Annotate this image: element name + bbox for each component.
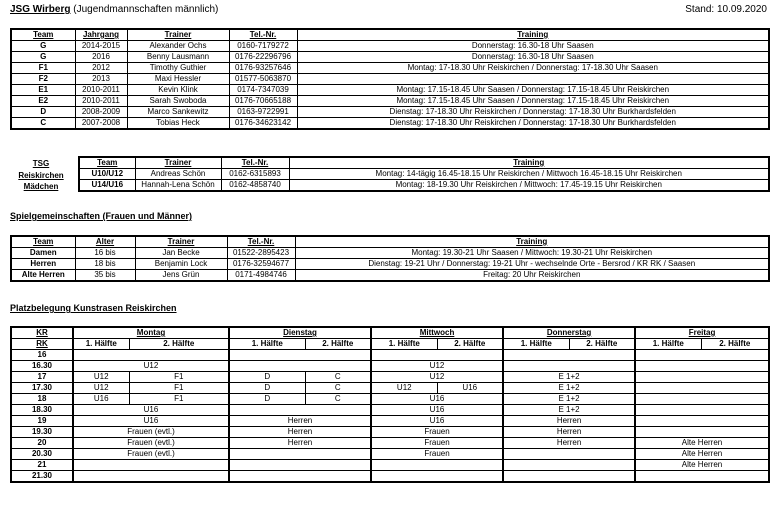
col-training: Training	[297, 29, 769, 41]
time-row	[11, 471, 769, 483]
slot-mi	[371, 460, 503, 471]
time-cell: 17.30	[11, 383, 73, 394]
training-cell: Donnerstag: 16.30-18 Uhr Saasen	[297, 41, 769, 52]
team-cell: C	[11, 118, 75, 130]
training-cell: Montag: 14-tägig 16.45-18.15 Uhr Reiskirchen / Mittwoch 16.45-18.15 Uhr Reiskirchen	[289, 169, 769, 180]
slot-di	[229, 361, 371, 372]
table-row	[79, 180, 769, 192]
slot-mo-half1: U12	[73, 372, 129, 383]
slot-mo-half2: F1	[129, 383, 229, 394]
col-tel: Tel.-Nr.	[229, 29, 297, 41]
time-row	[11, 427, 769, 438]
day-dienstag: Dienstag	[229, 327, 371, 339]
team-cell: G	[11, 41, 75, 52]
time-row	[11, 383, 769, 394]
tel-cell: 0176-93257646	[229, 63, 297, 74]
slot-di-half2: C	[305, 372, 371, 383]
time-cell: 21	[11, 460, 73, 471]
tsg-maedchen-label: Mädchen	[23, 182, 59, 191]
half-1-label: 1. Hälfte	[503, 339, 569, 350]
day-freitag: Freitag	[635, 327, 769, 339]
col-trainer: Trainer	[135, 236, 227, 248]
team-cell: F2	[11, 74, 75, 85]
team-cell: U14/U16	[79, 180, 135, 192]
slot-fr: Alte Herren	[635, 460, 769, 471]
slot-di	[229, 405, 371, 416]
slot-fr	[635, 361, 769, 372]
slot-mo-half2: F1	[129, 394, 229, 405]
table-header-row	[11, 29, 769, 41]
slot-do: E 1+2	[503, 405, 635, 416]
training-cell: Dienstag: 19-21 Uhr / Donnerstag: 19-21 Uhr - wechselnde Orte - Bersrod / KR RK / Saasen	[295, 259, 769, 270]
spielgemeinschaften-table	[10, 235, 770, 282]
training-cell: Montag: 18-19.30 Uhr Reiskirchen / Mittwoch: 17.45-19.15 Uhr Reiskirchen	[289, 180, 769, 192]
time-cell: 16	[11, 350, 73, 361]
half-1-label: 1. Hälfte	[371, 339, 437, 350]
jahrgang-cell: 2013	[75, 74, 127, 85]
trainer-cell: Benny Lausmann	[127, 52, 229, 63]
time-cell: 19	[11, 416, 73, 427]
tel-cell: 0174-7347039	[229, 85, 297, 96]
alter-cell: 35 bis	[75, 270, 135, 282]
slot-di: Herren	[229, 438, 371, 449]
tel-cell: 01577-5063870	[229, 74, 297, 85]
table-header-row	[11, 236, 769, 248]
tel-cell: 0163-9722991	[229, 107, 297, 118]
rk-label: RK	[11, 339, 73, 350]
team-cell: Herren	[11, 259, 75, 270]
slot-do	[503, 460, 635, 471]
jahrgang-cell: 2012	[75, 63, 127, 74]
table-row	[11, 259, 769, 270]
team-cell: E2	[11, 96, 75, 107]
trainer-cell: Jens Grün	[135, 270, 227, 282]
half-2-label: 2. Hälfte	[569, 339, 635, 350]
slot-do: Herren	[503, 427, 635, 438]
col-trainer: Trainer	[135, 157, 221, 169]
team-cell: F1	[11, 63, 75, 74]
time-cell: 19.30	[11, 427, 73, 438]
time-row	[11, 449, 769, 460]
kr-label: KR	[11, 327, 73, 339]
training-cell: Montag: 19.30-21 Uhr Saasen / Mittwoch: 19.30-21 Uhr Reiskirchen	[295, 248, 769, 259]
trainer-cell: Alexander Ochs	[127, 41, 229, 52]
training-cell: Dienstag: 17-18.30 Uhr Reiskirchen / Donnerstag: 17-18.30 Uhr Burkhardsfelden	[297, 118, 769, 130]
slot-di-half1: D	[229, 394, 305, 405]
slot-di	[229, 350, 371, 361]
slot-do: Herren	[503, 438, 635, 449]
trainer-cell: Marco Sankewitz	[127, 107, 229, 118]
col-training: Training	[295, 236, 769, 248]
table-row	[11, 107, 769, 118]
col-team: Team	[79, 157, 135, 169]
col-alter: Alter	[75, 236, 135, 248]
training-cell: Montag: 17.15-18.45 Uhr Saasen / Donnerstag: 17.15-18.45 Uhr Reiskirchen	[297, 85, 769, 96]
tel-cell: 0176-34623142	[229, 118, 297, 130]
slot-di: Herren	[229, 427, 371, 438]
table-row	[11, 85, 769, 96]
day-mittwoch: Mittwoch	[371, 327, 503, 339]
slot-fr	[635, 427, 769, 438]
trainer-cell: Hannah-Lena Schön	[135, 180, 221, 192]
table-row	[11, 41, 769, 52]
slot-do	[503, 449, 635, 460]
slot-di-half2: C	[305, 383, 371, 394]
tel-cell: 0176-22296796	[229, 52, 297, 63]
slot-mi-half2: U16	[437, 383, 503, 394]
training-cell: Donnerstag: 16.30-18 Uhr Saasen	[297, 52, 769, 63]
slot-do	[503, 471, 635, 483]
col-tel: Tel.-Nr.	[221, 157, 289, 169]
time-cell: 18	[11, 394, 73, 405]
slot-mi	[371, 350, 503, 361]
tel-cell: 0162-6315893	[221, 169, 289, 180]
table-row	[11, 52, 769, 63]
time-cell: 21.30	[11, 471, 73, 483]
table-row	[11, 96, 769, 107]
time-cell: 20.30	[11, 449, 73, 460]
slot-fr	[635, 372, 769, 383]
club-name: JSG Wirberg	[10, 4, 71, 15]
jahrgang-cell: 2016	[75, 52, 127, 63]
trainer-cell: Timothy Guthier	[127, 63, 229, 74]
slot-mi: U12	[371, 372, 503, 383]
tsg-reiskirchen-label: Reiskirchen	[18, 170, 64, 180]
date-stamp: Stand: 10.09.2020	[685, 4, 767, 15]
slot-fr	[635, 350, 769, 361]
slot-fr: Alte Herren	[635, 449, 769, 460]
half-1-label: 1. Hälfte	[635, 339, 701, 350]
time-row	[11, 350, 769, 361]
slot-di: Herren	[229, 416, 371, 427]
tel-cell: 0171-4984746	[227, 270, 295, 282]
training-cell: Montag: 17.15-18.45 Uhr Saasen / Donnerstag: 17.15-18.45 Uhr Reiskirchen	[297, 96, 769, 107]
trainer-cell: Jan Becke	[135, 248, 227, 259]
time-cell: 18.30	[11, 405, 73, 416]
half-2-label: 2. Hälfte	[701, 339, 769, 350]
table-row	[11, 74, 769, 85]
jahrgang-cell: 2008-2009	[75, 107, 127, 118]
day-header-row	[11, 327, 769, 339]
slot-mi: Frauen	[371, 438, 503, 449]
day-donnerstag: Donnerstag	[503, 327, 635, 339]
slot-mo: U16	[73, 416, 229, 427]
half-header-row	[11, 339, 769, 350]
time-row	[11, 405, 769, 416]
trainer-cell: Kevin Klink	[127, 85, 229, 96]
col-trainer: Trainer	[127, 29, 229, 41]
slot-mo	[73, 471, 229, 483]
slot-do	[503, 361, 635, 372]
alter-cell: 16 bis	[75, 248, 135, 259]
page-title	[10, 4, 218, 15]
day-montag: Montag	[73, 327, 229, 339]
table-row	[11, 118, 769, 130]
slot-mi	[371, 471, 503, 483]
slot-mo	[73, 350, 229, 361]
jahrgang-cell: 2007-2008	[75, 118, 127, 130]
slot-mi-half1: U12	[371, 383, 437, 394]
section-spielgemeinschaften: Spielgemeinschaften (Frauen und Männer)	[10, 211, 193, 221]
time-row	[11, 394, 769, 405]
tsg-table	[78, 156, 770, 192]
slot-fr: Alte Herren	[635, 438, 769, 449]
club-subtitle: (Jugendmannschaften männlich)	[73, 4, 219, 15]
col-team: Team	[11, 29, 75, 41]
time-row	[11, 372, 769, 383]
section-platzbelegung: Platzbelegung Kunstrasen Reiskirchen	[10, 303, 177, 313]
slot-di-half1: D	[229, 372, 305, 383]
table-header-row	[79, 157, 769, 169]
col-training: Training	[289, 157, 769, 169]
team-cell: E1	[11, 85, 75, 96]
table-row	[11, 270, 769, 282]
alter-cell: 18 bis	[75, 259, 135, 270]
slot-do: E 1+2	[503, 372, 635, 383]
trainer-cell: Tobias Heck	[127, 118, 229, 130]
slot-mi: Frauen	[371, 427, 503, 438]
slot-mi: U16	[371, 416, 503, 427]
slot-di	[229, 460, 371, 471]
slot-fr	[635, 394, 769, 405]
time-row	[11, 460, 769, 471]
time-cell: 16.30	[11, 361, 73, 372]
slot-mo-half2: F1	[129, 372, 229, 383]
col-tel: Tel.-Nr.	[227, 236, 295, 248]
tel-cell: 0160-7179272	[229, 41, 297, 52]
tsg-side-label	[10, 158, 72, 193]
slot-mi: U16	[371, 394, 503, 405]
half-1-label: 1. Hälfte	[229, 339, 305, 350]
youth-teams-table	[10, 28, 770, 130]
slot-mo: U12	[73, 361, 229, 372]
training-cell: Montag: 17-18.30 Uhr Reiskirchen / Donnerstag: 17-18.30 Uhr Saasen	[297, 63, 769, 74]
slot-mo: Frauen (evtl.)	[73, 449, 229, 460]
tel-cell: 01522-2895423	[227, 248, 295, 259]
slot-do: E 1+2	[503, 383, 635, 394]
slot-mo-half1: U12	[73, 383, 129, 394]
tel-cell: 0176-32594677	[227, 259, 295, 270]
slot-di	[229, 471, 371, 483]
time-row	[11, 361, 769, 372]
slot-mi: Frauen	[371, 449, 503, 460]
col-team: Team	[11, 236, 75, 248]
trainer-cell: Benjamin Lock	[135, 259, 227, 270]
slot-fr	[635, 405, 769, 416]
slot-fr	[635, 416, 769, 427]
team-cell: U10/U12	[79, 169, 135, 180]
table-row	[11, 63, 769, 74]
slot-mi: U16	[371, 405, 503, 416]
tsg-label: TSG	[32, 159, 50, 168]
trainer-cell: Sarah Swoboda	[127, 96, 229, 107]
trainer-cell: Andreas Schön	[135, 169, 221, 180]
jahrgang-cell: 2010-2011	[75, 96, 127, 107]
slot-mo: Frauen (evtl.)	[73, 438, 229, 449]
training-cell: Dienstag: 17-18.30 Uhr Reiskirchen / Donnerstag: 17-18.30 Uhr Burkhardsfelden	[297, 107, 769, 118]
training-cell	[297, 74, 769, 85]
team-cell: G	[11, 52, 75, 63]
table-row	[11, 248, 769, 259]
half-2-label: 2. Hälfte	[437, 339, 503, 350]
time-row	[11, 438, 769, 449]
jahrgang-cell: 2010-2011	[75, 85, 127, 96]
slot-fr	[635, 471, 769, 483]
training-cell: Freitag: 20 Uhr Reiskirchen	[295, 270, 769, 282]
platzbelegung-table	[10, 326, 770, 483]
slot-di-half2: C	[305, 394, 371, 405]
trainer-cell: Maxi Hessler	[127, 74, 229, 85]
half-1-label: 1. Hälfte	[73, 339, 129, 350]
slot-di	[229, 449, 371, 460]
slot-mi: U12	[371, 361, 503, 372]
tel-cell: 0176-70665188	[229, 96, 297, 107]
slot-mo: Frauen (evtl.)	[73, 427, 229, 438]
half-2-label: 2. Hälfte	[129, 339, 229, 350]
team-cell: D	[11, 107, 75, 118]
half-2-label: 2. Hälfte	[305, 339, 371, 350]
slot-di-half1: D	[229, 383, 305, 394]
slot-mo	[73, 460, 229, 471]
slot-mo: U16	[73, 405, 229, 416]
slot-do	[503, 350, 635, 361]
team-cell: Damen	[11, 248, 75, 259]
col-jahrgang: Jahrgang	[75, 29, 127, 41]
slot-fr	[635, 383, 769, 394]
team-cell: Alte Herren	[11, 270, 75, 282]
time-cell: 17	[11, 372, 73, 383]
tel-cell: 0162-4858740	[221, 180, 289, 192]
time-cell: 20	[11, 438, 73, 449]
slot-do: E 1+2	[503, 394, 635, 405]
slot-mo-half1: U16	[73, 394, 129, 405]
time-row	[11, 416, 769, 427]
jahrgang-cell: 2014-2015	[75, 41, 127, 52]
table-row	[79, 169, 769, 180]
slot-do: Herren	[503, 416, 635, 427]
